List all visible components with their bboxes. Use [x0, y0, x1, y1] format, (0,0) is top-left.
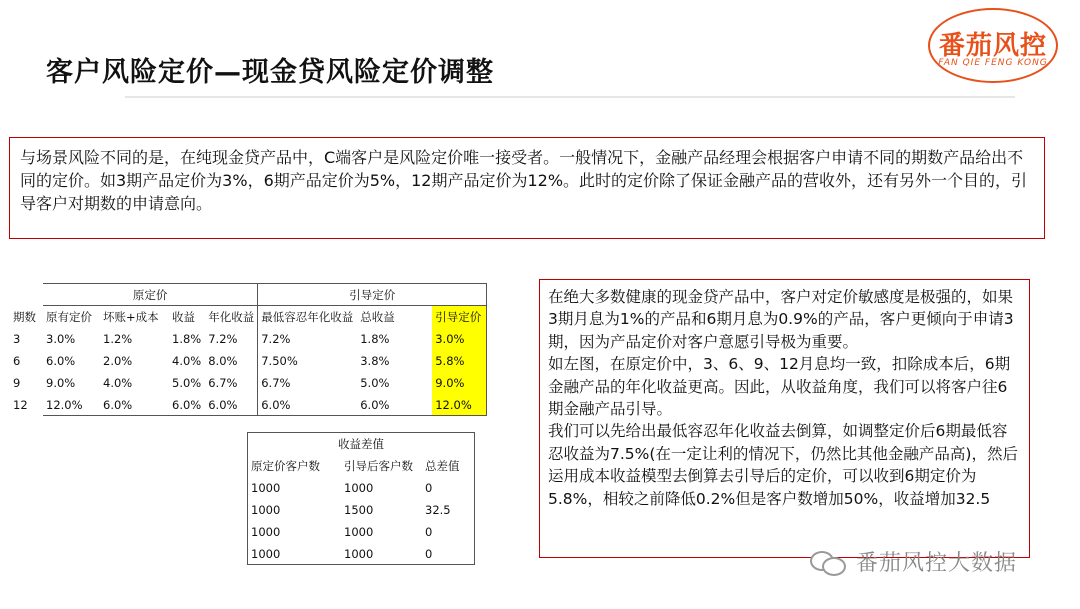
- table-cell: 9.0%: [432, 372, 487, 394]
- table-cell: 6.0%: [258, 394, 357, 416]
- analysis-paragraph: 我们可以先给出最低容忍年化收益去倒算，如调整定价后6期最低容忍收益为7.5%(在一定让利的情况下，仍然比其他金融产品高)，然后运用成本收益模型去倒算去引导后的定价，可以收到6期定价为5.8%，相较之前降低0.2%但是客户数增加50%，收益增加32.5: [548, 422, 1018, 508]
- table-row: [248, 521, 475, 543]
- intro-text: 与场景风险不同的是，在纯现金贷产品中，C端客户是风险定价唯一接受者。一般情况下，金融产品经理会根据客户申请不同的期数产品给出不同的定价。如3期产品定价为3%，6期产品定价为5%，12期产品定价为12%。此时的定价除了保证金融产品的营收外，还有另外一个目的，引导客户对期数的申请意向。: [20, 148, 1028, 213]
- table-row: [10, 394, 487, 416]
- table-cell: 1.8%: [172, 331, 202, 346]
- column-header: 原定价客户数: [248, 455, 341, 477]
- wechat-icon: [810, 549, 846, 575]
- table-cell: 3: [13, 331, 21, 346]
- column-header: 引导定价: [432, 306, 487, 328]
- table-header-group-row: [10, 284, 487, 306]
- table-cell: 1000: [248, 521, 341, 543]
- table-cell: 8.0%: [205, 350, 258, 372]
- table-cell: 32.5: [422, 499, 475, 521]
- page-title: 客户风险定价—现金贷风险定价调整: [46, 57, 494, 88]
- table-cell: 1000: [248, 477, 341, 499]
- table-cell: 1500: [344, 502, 374, 517]
- title-divider: [125, 96, 1015, 98]
- table-cell: 4.0%: [172, 353, 202, 368]
- watermark: [810, 546, 1017, 577]
- table-cell: 12.0%: [43, 394, 100, 416]
- table-header-row: [248, 455, 475, 477]
- table-cell: 7.2%: [261, 331, 291, 346]
- logo-sub-text: FAN QIE FENG KONG: [938, 58, 1048, 68]
- intro-box: [9, 137, 1045, 239]
- table-cell: 5.8%: [432, 350, 487, 372]
- analysis-box: [539, 279, 1030, 558]
- diff-table-title: 收益差值: [248, 433, 475, 455]
- group-header-guided: 引导定价: [258, 284, 487, 306]
- table-title-row: [248, 433, 475, 455]
- table-cell: 1.2%: [103, 331, 133, 346]
- table-cell: 1000: [344, 480, 374, 495]
- watermark-text: 番茄风控大数据: [856, 551, 1018, 576]
- table-cell: 0: [422, 543, 475, 565]
- table-cell: 6.0%: [169, 394, 205, 416]
- table-header-row: [10, 306, 487, 328]
- table-cell: 1000: [341, 543, 422, 565]
- brand-logo: [918, 3, 1078, 85]
- table-cell: 1000: [248, 543, 341, 565]
- table-cell: 6.7%: [261, 375, 291, 390]
- pricing-table: [9, 283, 487, 416]
- column-header: 总收益: [360, 309, 395, 324]
- revenue-diff-table: [247, 432, 475, 565]
- table-cell: 9: [13, 375, 21, 390]
- table-cell: 6: [13, 353, 21, 368]
- column-header: 最低容忍年化收益: [261, 309, 354, 324]
- column-header: 期数: [13, 309, 36, 324]
- table-cell: 3.8%: [360, 353, 390, 368]
- table-row: [248, 543, 475, 565]
- column-header: 收益: [172, 309, 195, 324]
- table-cell: 2.0%: [103, 353, 133, 368]
- column-header: 坏账+成本: [103, 309, 159, 324]
- table-cell: 6.0%: [205, 394, 258, 416]
- table-row: [10, 328, 487, 350]
- table-cell: 9.0%: [43, 372, 100, 394]
- table-cell: 0: [422, 521, 475, 543]
- table-cell: 4.0%: [103, 375, 133, 390]
- table-cell: 7.2%: [205, 328, 258, 350]
- table-cell: 0: [422, 477, 475, 499]
- table-cell: 1.8%: [360, 331, 390, 346]
- column-header: 原有定价: [43, 306, 100, 328]
- table-row: [248, 477, 475, 499]
- table-cell: 7.50%: [261, 353, 298, 368]
- table-cell: 5.0%: [172, 375, 202, 390]
- table-cell: 12: [13, 397, 28, 412]
- table-cell: 6.0%: [43, 350, 100, 372]
- table-cell: 5.0%: [360, 375, 390, 390]
- group-header-original: 原定价: [43, 284, 258, 306]
- table-cell: 1000: [344, 524, 374, 539]
- table-cell: 6.0%: [357, 394, 432, 416]
- table-cell: 6.7%: [205, 372, 258, 394]
- analysis-paragraph: 如左图，在原定价中，3、6、9、12月息均一致，扣除成本后，6期金融产品的年化收益更高。因此，从收益角度，我们可以将客户往6期金融产品引导。: [548, 355, 1011, 419]
- table-cell: 3.0%: [432, 328, 487, 350]
- table-cell: 6.0%: [100, 394, 169, 416]
- logo-main-text: 番茄风控: [938, 31, 1047, 61]
- column-header: 引导后客户数: [344, 458, 413, 473]
- table-row: [10, 350, 487, 372]
- column-header: 年化收益: [205, 306, 258, 328]
- table-cell: 12.0%: [432, 394, 487, 416]
- table-row: [248, 499, 475, 521]
- table-row: [10, 372, 487, 394]
- analysis-paragraph: 在绝大多数健康的现金贷产品中，客户对定价敏感度是极强的，如果3期月息为1%的产品和6期月息为0.9%的产品，客户更倾向于申请3期，因为产品定价对客户意愿引导极为重要。: [548, 288, 1014, 351]
- column-header: 总差值: [422, 455, 475, 477]
- table-cell: 1000: [248, 499, 341, 521]
- table-cell: 3.0%: [43, 328, 100, 350]
